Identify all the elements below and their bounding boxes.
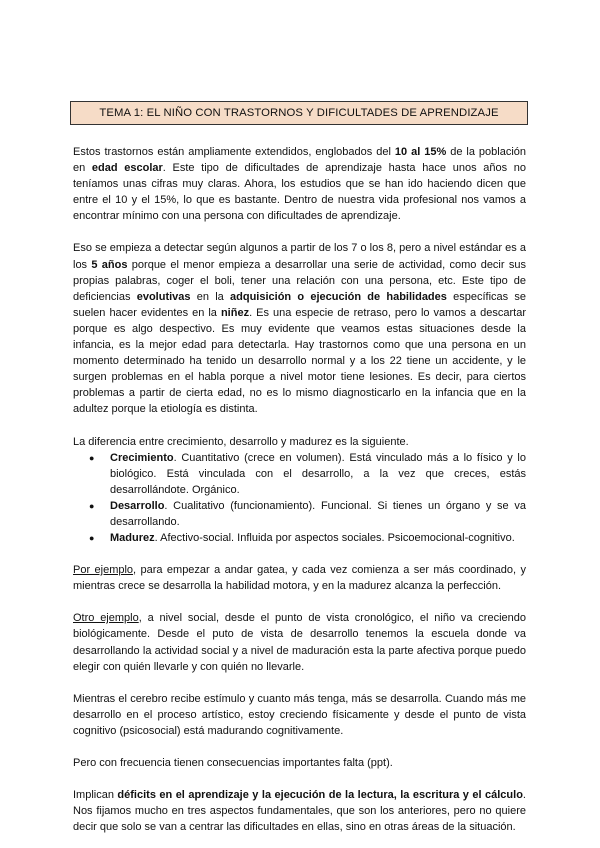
bold-text: evolutivas <box>136 290 191 303</box>
bullet-text: . Cuantitativo (crece en volumen). Está vinculado más a lo físico y lo biológico. Está vinculada con el desarrollo, a la vez que creces, estás desarrollándote. Orgánico. <box>110 451 526 496</box>
list-item <box>73 530 526 546</box>
bullet-term: Madurez <box>110 532 155 545</box>
paragraph-consequences: Pero con frecuencia tienen consecuencias importantes falta (ppt). <box>73 757 393 769</box>
paragraph-differences-intro: La diferencia entre crecimiento, desarrollo y madurez es la siguiente. <box>73 435 409 448</box>
text-run: Eso se empieza a detectar según algunos a partir de los 7 o los 8, pero a nivel estándar es a los <box>73 242 526 271</box>
text-run: de la población en <box>73 146 527 175</box>
text-run: . Es una especie de retraso, pero lo vamos a descartar porque es algo despectivo. Es muy evidente que veamos estas situaciones desde la infancia, es la mejor edad para detectarla. Hay trastornos como que una persona en un momento determinado ha tenido un desarrollo normal y a los 22 tiene un accidente, y le surgen problemas en el habla porque a nivel motor tiene lesiones. Es decir, para ciertos problemas a partir de cierta edad, no es lo mismo diagnosticarlo en la infancia que en la adultez porque la etiología es distinta. <box>73 306 526 416</box>
paragraph-detection <box>73 240 526 417</box>
paragraph-example-2 <box>73 610 526 674</box>
text-run: , a nivel social, desde el punto de vista cronológico, el niño va creciendo biológicamente. Desde el puto de vista de desarrollo tenemos la escuela donde va desarrollando la actividad social y a nivel de maduración esta la parte afectiva porque puedo elegir con quién llevarle y con quién no llevarle. <box>73 612 526 673</box>
text-run: Implican <box>73 789 118 802</box>
text-run: específicas se suelen hacer evidentes en la <box>73 290 526 319</box>
paragraph-example-1 <box>73 562 526 594</box>
bold-text: niñez <box>220 306 250 319</box>
bold-text: 10 al 15% <box>394 146 447 158</box>
bold-text: 5 años <box>91 258 128 271</box>
definitions-list <box>73 450 526 547</box>
underlined-text: Otro ejemplo <box>73 612 139 625</box>
list-item <box>73 498 526 530</box>
paragraph-brain-stimulus: Mientras el cerebro recibe estímulo y cuanto más tenga, más se desarrolla. Cuando más me desarrollo en el proceso artístico, estoy creciendo físicamente y desde el punto de vista cognitivo (psicosocial) está madurando cognitivamente. <box>73 692 526 737</box>
text-run: , para empezar a andar gatea, y cada vez comienza a ser más coordinado, y mientras crece se desarrolla la habilidad motora, y en la madurez alcanza la perfección. <box>73 564 526 593</box>
bold-text: edad escolar <box>91 162 163 175</box>
paragraph-deficits <box>73 787 526 835</box>
bullet-term: Desarrollo <box>110 499 165 512</box>
document-body <box>73 140 526 835</box>
list-item <box>73 450 526 498</box>
bullet-term: Crecimiento <box>110 451 174 464</box>
text-run: . Este tipo de dificultades de aprendizaje hasta hace unos años no teníamos unas cifras muy claras. Ahora, los estudios que se han ido haciendo dicen que entre el 10 y el 15%, lo que es bastante. Dentro de nuestra vida profesional nos vamos a encontrar mínimo con una persona con dificultades de aprendizaje. <box>73 162 526 223</box>
text-run: en la <box>190 290 231 303</box>
bold-text: adquisición o ejecución de habilidades <box>230 290 447 303</box>
bold-text: déficits en el aprendizaje y la ejecución de la lectura, la escritura y el cálculo <box>117 789 523 802</box>
underlined-text: Por ejemplo <box>73 564 134 577</box>
paragraph-prevalence <box>73 144 526 224</box>
text-run: . Nos fijamos mucho en tres aspectos fundamentales, que son los anteriores, pero no quiere decir que solo se van a centrar las dificultades en ellas, sino en otras áreas de la situación. <box>73 789 526 834</box>
bullet-text: . Cualitativo (funcionamiento). Funcional. Si tienes un órgano y se va desarrollando. <box>110 499 526 528</box>
text-run: Estos trastornos están ampliamente extendidos, englobados del <box>73 146 395 158</box>
bullet-text: . Afectivo-social. Influida por aspectos sociales. Psicoemocional-cognitivo. <box>154 532 515 545</box>
page-title: TEMA 1: EL NIÑO CON TRASTORNOS Y DIFICULTADES DE APRENDIZAJE <box>70 101 528 125</box>
text-run: porque el menor empieza a desarrollar una serie de actividad, como decir sus propias palabras, coger el boli, tener una relación con una persona, etc. Este tipo de deficiencias <box>73 258 526 303</box>
